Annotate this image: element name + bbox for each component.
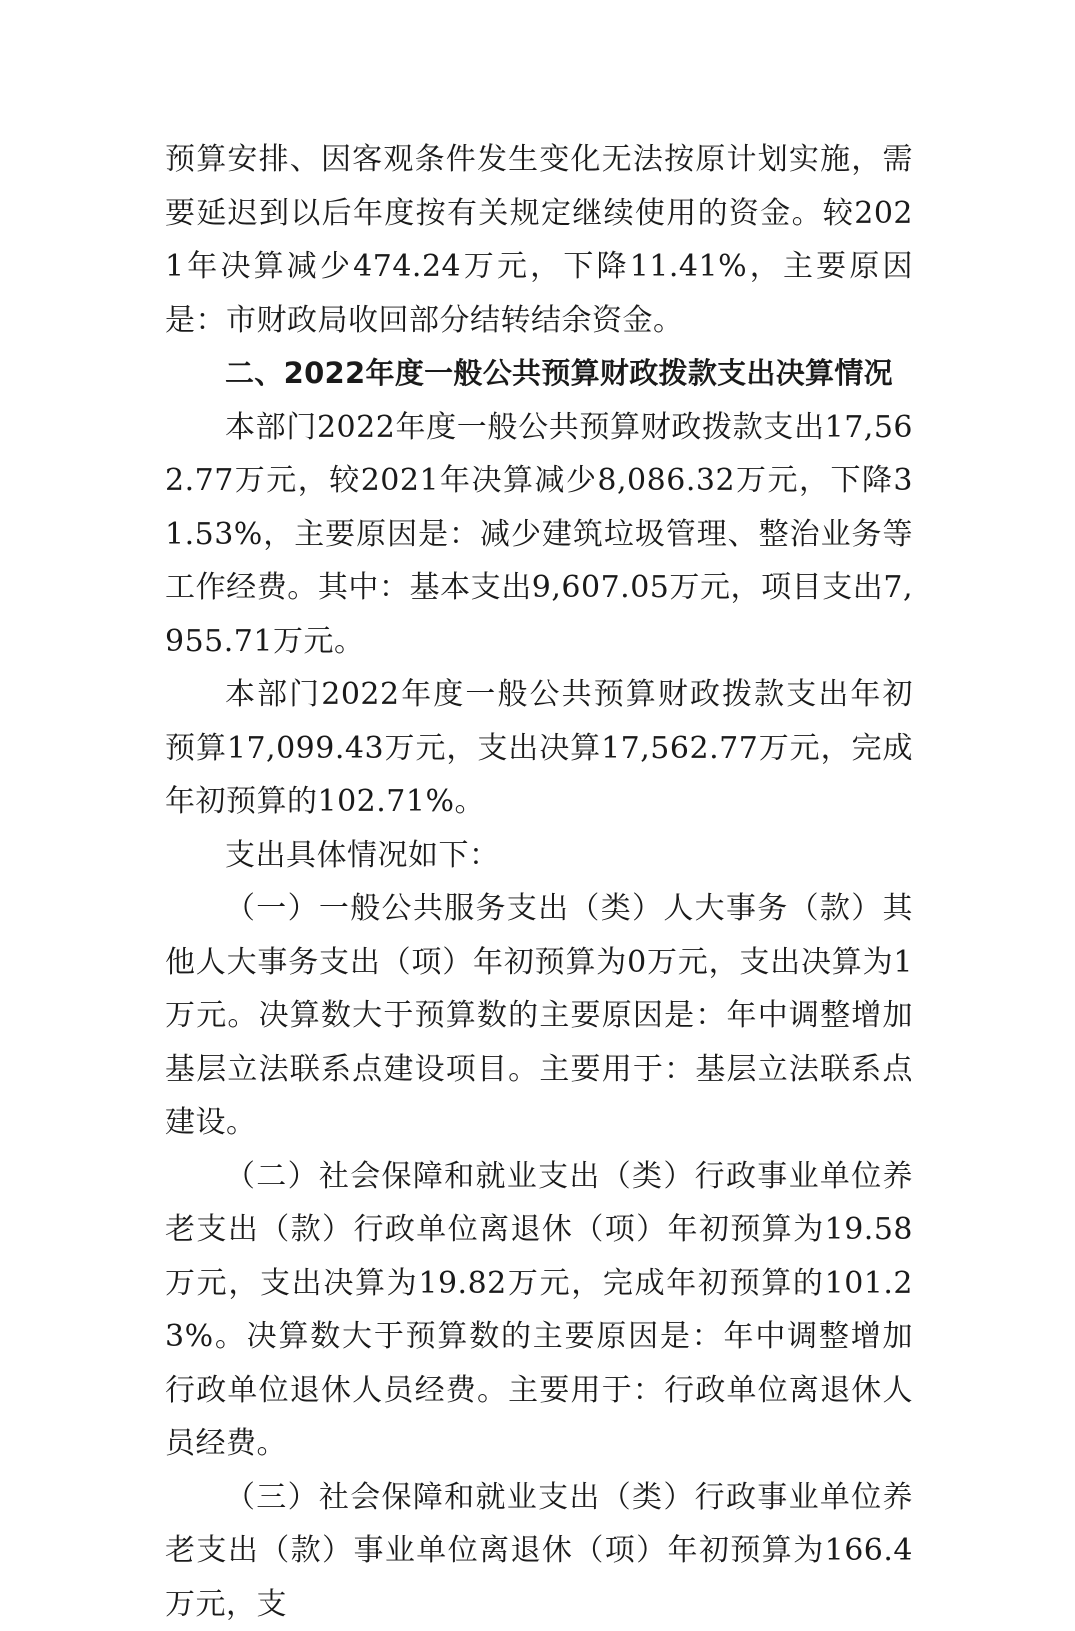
document-body	[165, 133, 913, 1631]
paragraph-item-3: （三）社会保障和就业支出（类）行政事业单位养老支出（款）事业单位离退休（项）年初预算为166.4万元，支	[165, 1471, 913, 1631]
paragraph-expenditure-summary: 本部门2022年度一般公共预算财政拨款支出17,562.77万元，较2021年决算减少8,086.32万元，下降31.53%，主要原因是：减少建筑垃圾管理、整治业务等工作经费。其中：基本支出9,607.05万元，项目支出7,955.71万元。	[165, 401, 913, 669]
paragraph-continuation: 预算安排、因客观条件发生变化无法按原计划实施，需要延迟到以后年度按有关规定继续使用的资金。较2021年决算减少474.24万元，下降11.41%，主要原因是：市财政局收回部分结转结余资金。	[165, 133, 913, 347]
paragraph-item-1: （一）一般公共服务支出（类）人大事务（款）其他人大事务支出（项）年初预算为0万元，支出决算为1万元。决算数大于预算数的主要原因是：年中调整增加基层立法联系点建设项目。主要用于：基层立法联系点建设。	[165, 882, 913, 1150]
paragraph-details-intro: 支出具体情况如下：	[165, 829, 913, 883]
paragraph-item-2: （二）社会保障和就业支出（类）行政事业单位养老支出（款）行政单位离退休（项）年初预算为19.58万元，支出决算为19.82万元，完成年初预算的101.23%。决算数大于预算数的主要原因是：年中调整增加行政单位退休人员经费。主要用于：行政单位离退休人员经费。	[165, 1150, 913, 1471]
section-heading: 二、2022年度一般公共预算财政拨款支出决算情况	[165, 347, 913, 401]
paragraph-budget-completion: 本部门2022年度一般公共预算财政拨款支出年初预算17,099.43万元，支出决算17,562.77万元，完成年初预算的102.71%。	[165, 668, 913, 829]
